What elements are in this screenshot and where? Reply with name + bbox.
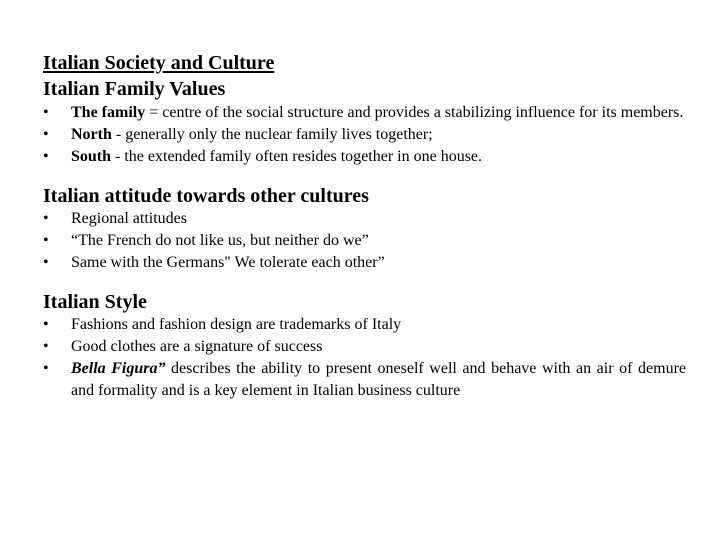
bullet-icon: • xyxy=(43,254,49,271)
slide-title: Italian Society and Culture xyxy=(43,52,275,74)
bullet-text: - generally only the nuclear family lives together; xyxy=(111,126,433,143)
bullet-text: Good clothes are a signature of success xyxy=(71,338,323,355)
bullet-lead: The family xyxy=(71,104,146,121)
bullet-text: describes the ability to present oneself well and behave with an air of demure and formality and is a key element in Italian business culture xyxy=(71,360,686,399)
family-values-list xyxy=(43,102,686,168)
list-item xyxy=(43,230,686,252)
bullet-icon: • xyxy=(43,316,49,333)
bullet-lead: North xyxy=(71,126,112,143)
section-heading-family-values: Italian Family Values xyxy=(43,78,226,100)
list-item xyxy=(43,252,686,274)
list-item xyxy=(43,358,686,402)
list-item xyxy=(43,124,686,146)
bullet-icon: • xyxy=(43,338,49,355)
list-item xyxy=(43,208,686,230)
bullet-lead: Bella Figura” xyxy=(71,360,166,377)
bullet-icon: • xyxy=(43,232,49,249)
list-item xyxy=(43,336,686,358)
bullet-text: = centre of the social structure and provides a stabilizing influence for its members. xyxy=(145,104,684,121)
bullet-icon: • xyxy=(43,210,49,227)
style-list xyxy=(43,314,686,402)
bullet-icon: • xyxy=(43,104,49,121)
bullet-text: Same with the Germans" We tolerate each other” xyxy=(71,254,385,271)
bullet-lead: South xyxy=(71,148,112,165)
bullet-text: “The French do not like us, but neither do we” xyxy=(71,232,369,249)
list-item xyxy=(43,146,686,168)
slide-content xyxy=(43,50,686,402)
attitude-list xyxy=(43,208,686,274)
list-item xyxy=(43,102,686,124)
bullet-text: Fashions and fashion design are trademarks of Italy xyxy=(71,316,402,333)
bullet-text: Regional attitudes xyxy=(71,210,187,227)
bullet-icon: • xyxy=(43,360,49,377)
bullet-icon: • xyxy=(43,126,49,143)
bullet-icon: • xyxy=(43,148,49,165)
bullet-text: - the extended family often resides together in one house. xyxy=(111,148,483,165)
list-item xyxy=(43,314,686,336)
section-heading-style: Italian Style xyxy=(43,291,147,313)
section-heading-attitude: Italian attitude towards other cultures xyxy=(43,185,369,207)
